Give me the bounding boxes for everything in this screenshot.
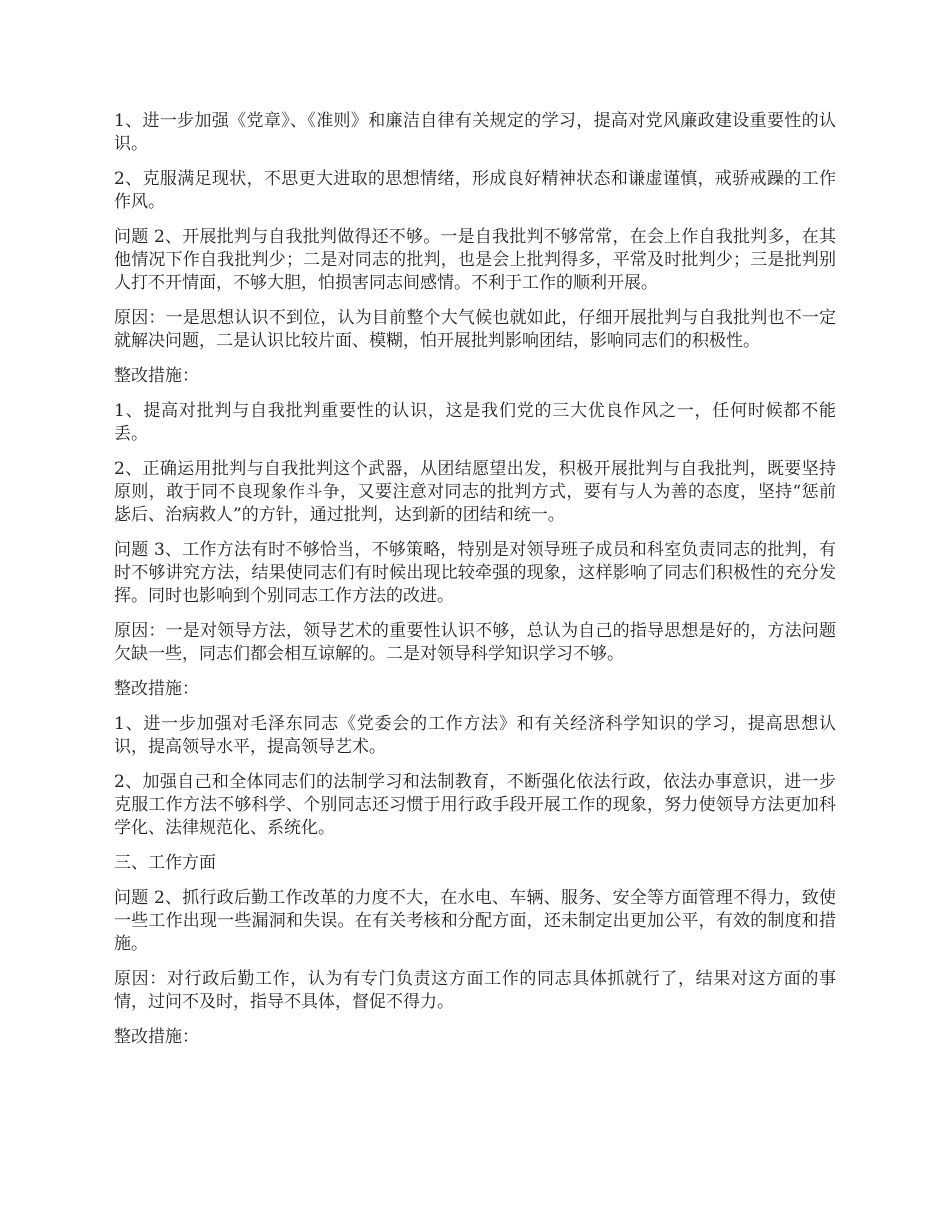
paragraph: 2、正确运用批判与自我批判这个武器，从团结愿望出发，积极开展批判与自我批判，既要坚持原则，敢于同不良现象作斗争，又要注意对同志的批判方式，要有与人为善的态度，坚持“惩前毖后、治病救人”的方针，通过批判，达到新的团结和统一。 [114,459,836,525]
paragraph: 问题 3、工作方法有时不够恰当，不够策略，特别是对领导班子成员和科室负责同志的批判，有时不够讲究方法，结果使同志们有时候出现比较牵强的现象，这样影响了同志们积极性的充分发挥。同时也影响到个别同志工作方法的改进。 [114,540,836,606]
section-heading: 整改措施： [114,1027,199,1047]
paragraph: 问题 2、抓行政后勤工作改革的力度不大，在水电、车辆、服务、安全等方面管理不得力，致使一些工作出现一些漏洞和失误。在有关考核和分配方面，还未制定出更加公平，有效的制度和措施。 [114,888,836,954]
section-heading: 整改措施： [114,366,199,386]
paragraph: 1、进一步加强《党章》、《准则》和廉洁自律有关规定的学习，提高对党风廉政建设重要性的认识。 [114,111,836,154]
paragraph: 1、进一步加强对毛泽东同志《党委会的工作方法》和有关经济科学知识的学习，提高思想认识，提高领导水平，提高领导艺术。 [114,714,836,757]
paragraph: 原因：一是思想认识不到位，认为目前整个大气候也就如此，仔细开展批判与自我批判也不一定就解决问题，二是认识比较片面、模糊，怕开展批判影响团结，影响同志们的积极性。 [114,308,836,351]
paragraph: 1、提高对批判与自我批判重要性的认识，这是我们党的三大优良作风之一，任何时候都不能丢。 [114,401,836,444]
paragraph: 2、克服满足现状，不思更大进取的思想情绪，形成良好精神状态和谦虚谨慎，戒骄戒躁的工作作风。 [114,169,836,212]
document-body [114,110,836,1061]
paragraph: 原因：一是对领导方法，领导艺术的重要性认识不够，总认为自己的指导思想是好的，方法问题欠缺一些，同志们都会相互谅解的。二是对领导科学知识学习不够。 [114,621,836,664]
paragraph: 原因：对行政后勤工作，认为有专门负责这方面工作的同志具体抓就行了，结果对这方面的事情，过问不及时，指导不具体，督促不得力。 [114,969,836,1012]
section-heading: 三、工作方面 [114,853,216,873]
section-heading: 整改措施： [114,679,199,699]
paragraph: 2、加强自己和全体同志们的法制学习和法制教育，不断强化依法行政，依法办事意识，进一步克服工作方法不够科学、个别同志还习惯于用行政手段开展工作的现象，努力使领导方法更加科学化、法律规范化、系统化。 [114,772,836,838]
paragraph: 问题 2、开展批判与自我批判做得还不够。一是自我批判不够常常，在会上作自我批判多，在其他情况下作自我批判少；二是对同志的批判，也是会上批判得多，平常及时批判少；三是批判别人打不开情面，不够大胆，怕损害同志间感情。不利于工作的顺利开展。 [114,227,836,293]
